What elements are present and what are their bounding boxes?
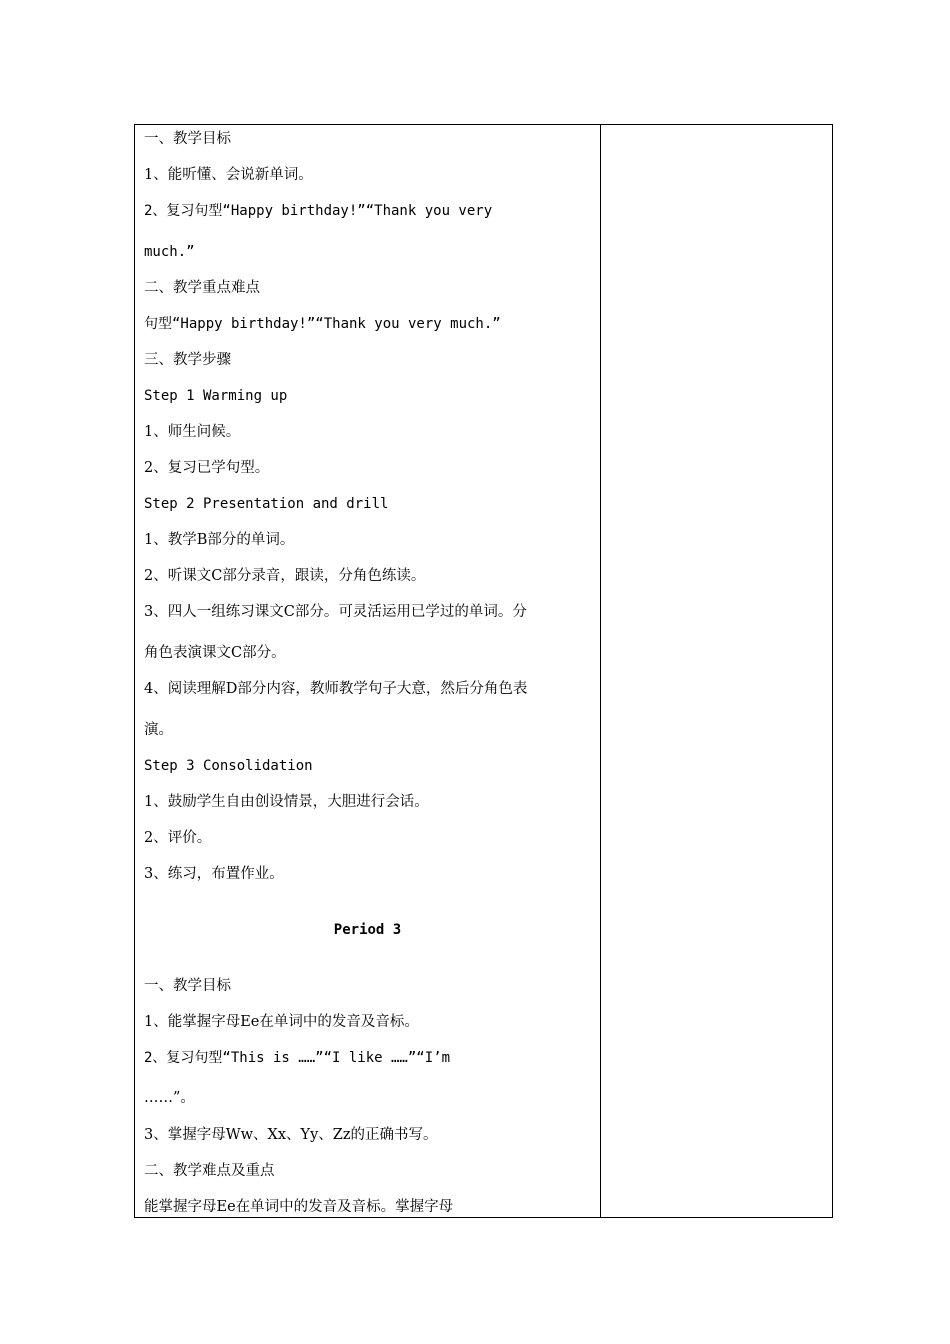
goal-line: 2、复习句型“Happy birthday!”“Thank you very [144, 203, 493, 219]
step-heading: Step 1 Warming up [144, 388, 288, 404]
goal-line-continued: much.” [144, 244, 195, 260]
goal-line: 1、能掌握字母Ee在单词中的发音及音标。 [144, 1014, 419, 1030]
difficulty-line: 能掌握字母Ee在单词中的发音及音标。掌握字母 [144, 1199, 454, 1215]
step-item: 2、复习已学句型。 [144, 460, 270, 476]
step-item: 2、听课文C部分录音，跟读，分角色练读。 [144, 568, 426, 584]
step-item: 2、评价。 [144, 830, 212, 846]
period-title: Period 3 [333, 922, 402, 938]
step-heading: Step 2 Presentation and drill [144, 496, 389, 512]
heading-key-points: 二、教学重点难点 [144, 280, 260, 296]
step-heading: Step 3 Consolidation [144, 758, 313, 774]
goal-line-continued: ……”。 [144, 1090, 195, 1106]
step-item: 1、鼓励学生自由创设情景，大胆进行会话。 [144, 794, 429, 810]
goal-line: 2、复习句型“This is ……”“I like ……”“I’m [144, 1050, 451, 1066]
step-item: 3、练习，布置作业。 [144, 866, 284, 882]
goal-line: 1、能听懂、会说新单词。 [144, 167, 313, 183]
step-item: 1、教学B部分的单词。 [144, 532, 295, 548]
heading-difficulties: 二、教学难点及重点 [144, 1163, 275, 1179]
step-item-continued: 演。 [144, 722, 173, 738]
step-item-continued: 角色表演课文C部分。 [144, 645, 286, 661]
step-item: 4、阅读理解D部分内容，教师教学句子大意，然后分角色表 [144, 681, 528, 697]
column-divider [600, 125, 601, 1217]
heading-teaching-goals: 一、教学目标 [144, 978, 231, 994]
heading-teaching-steps: 三、教学步骤 [144, 352, 231, 368]
step-item: 3、四人一组练习课文C部分。可灵活运用已学过的单词。分 [144, 604, 527, 620]
key-point-line: 句型“Happy birthday!”“Thank you very much.” [144, 316, 501, 332]
lesson-table [134, 124, 833, 1218]
heading-teaching-goals: 一、教学目标 [144, 131, 231, 147]
step-item: 1、师生问候。 [144, 424, 241, 440]
goal-line: 3、掌握字母Ww、Xx、Yy、Zz的正确书写。 [144, 1127, 438, 1143]
